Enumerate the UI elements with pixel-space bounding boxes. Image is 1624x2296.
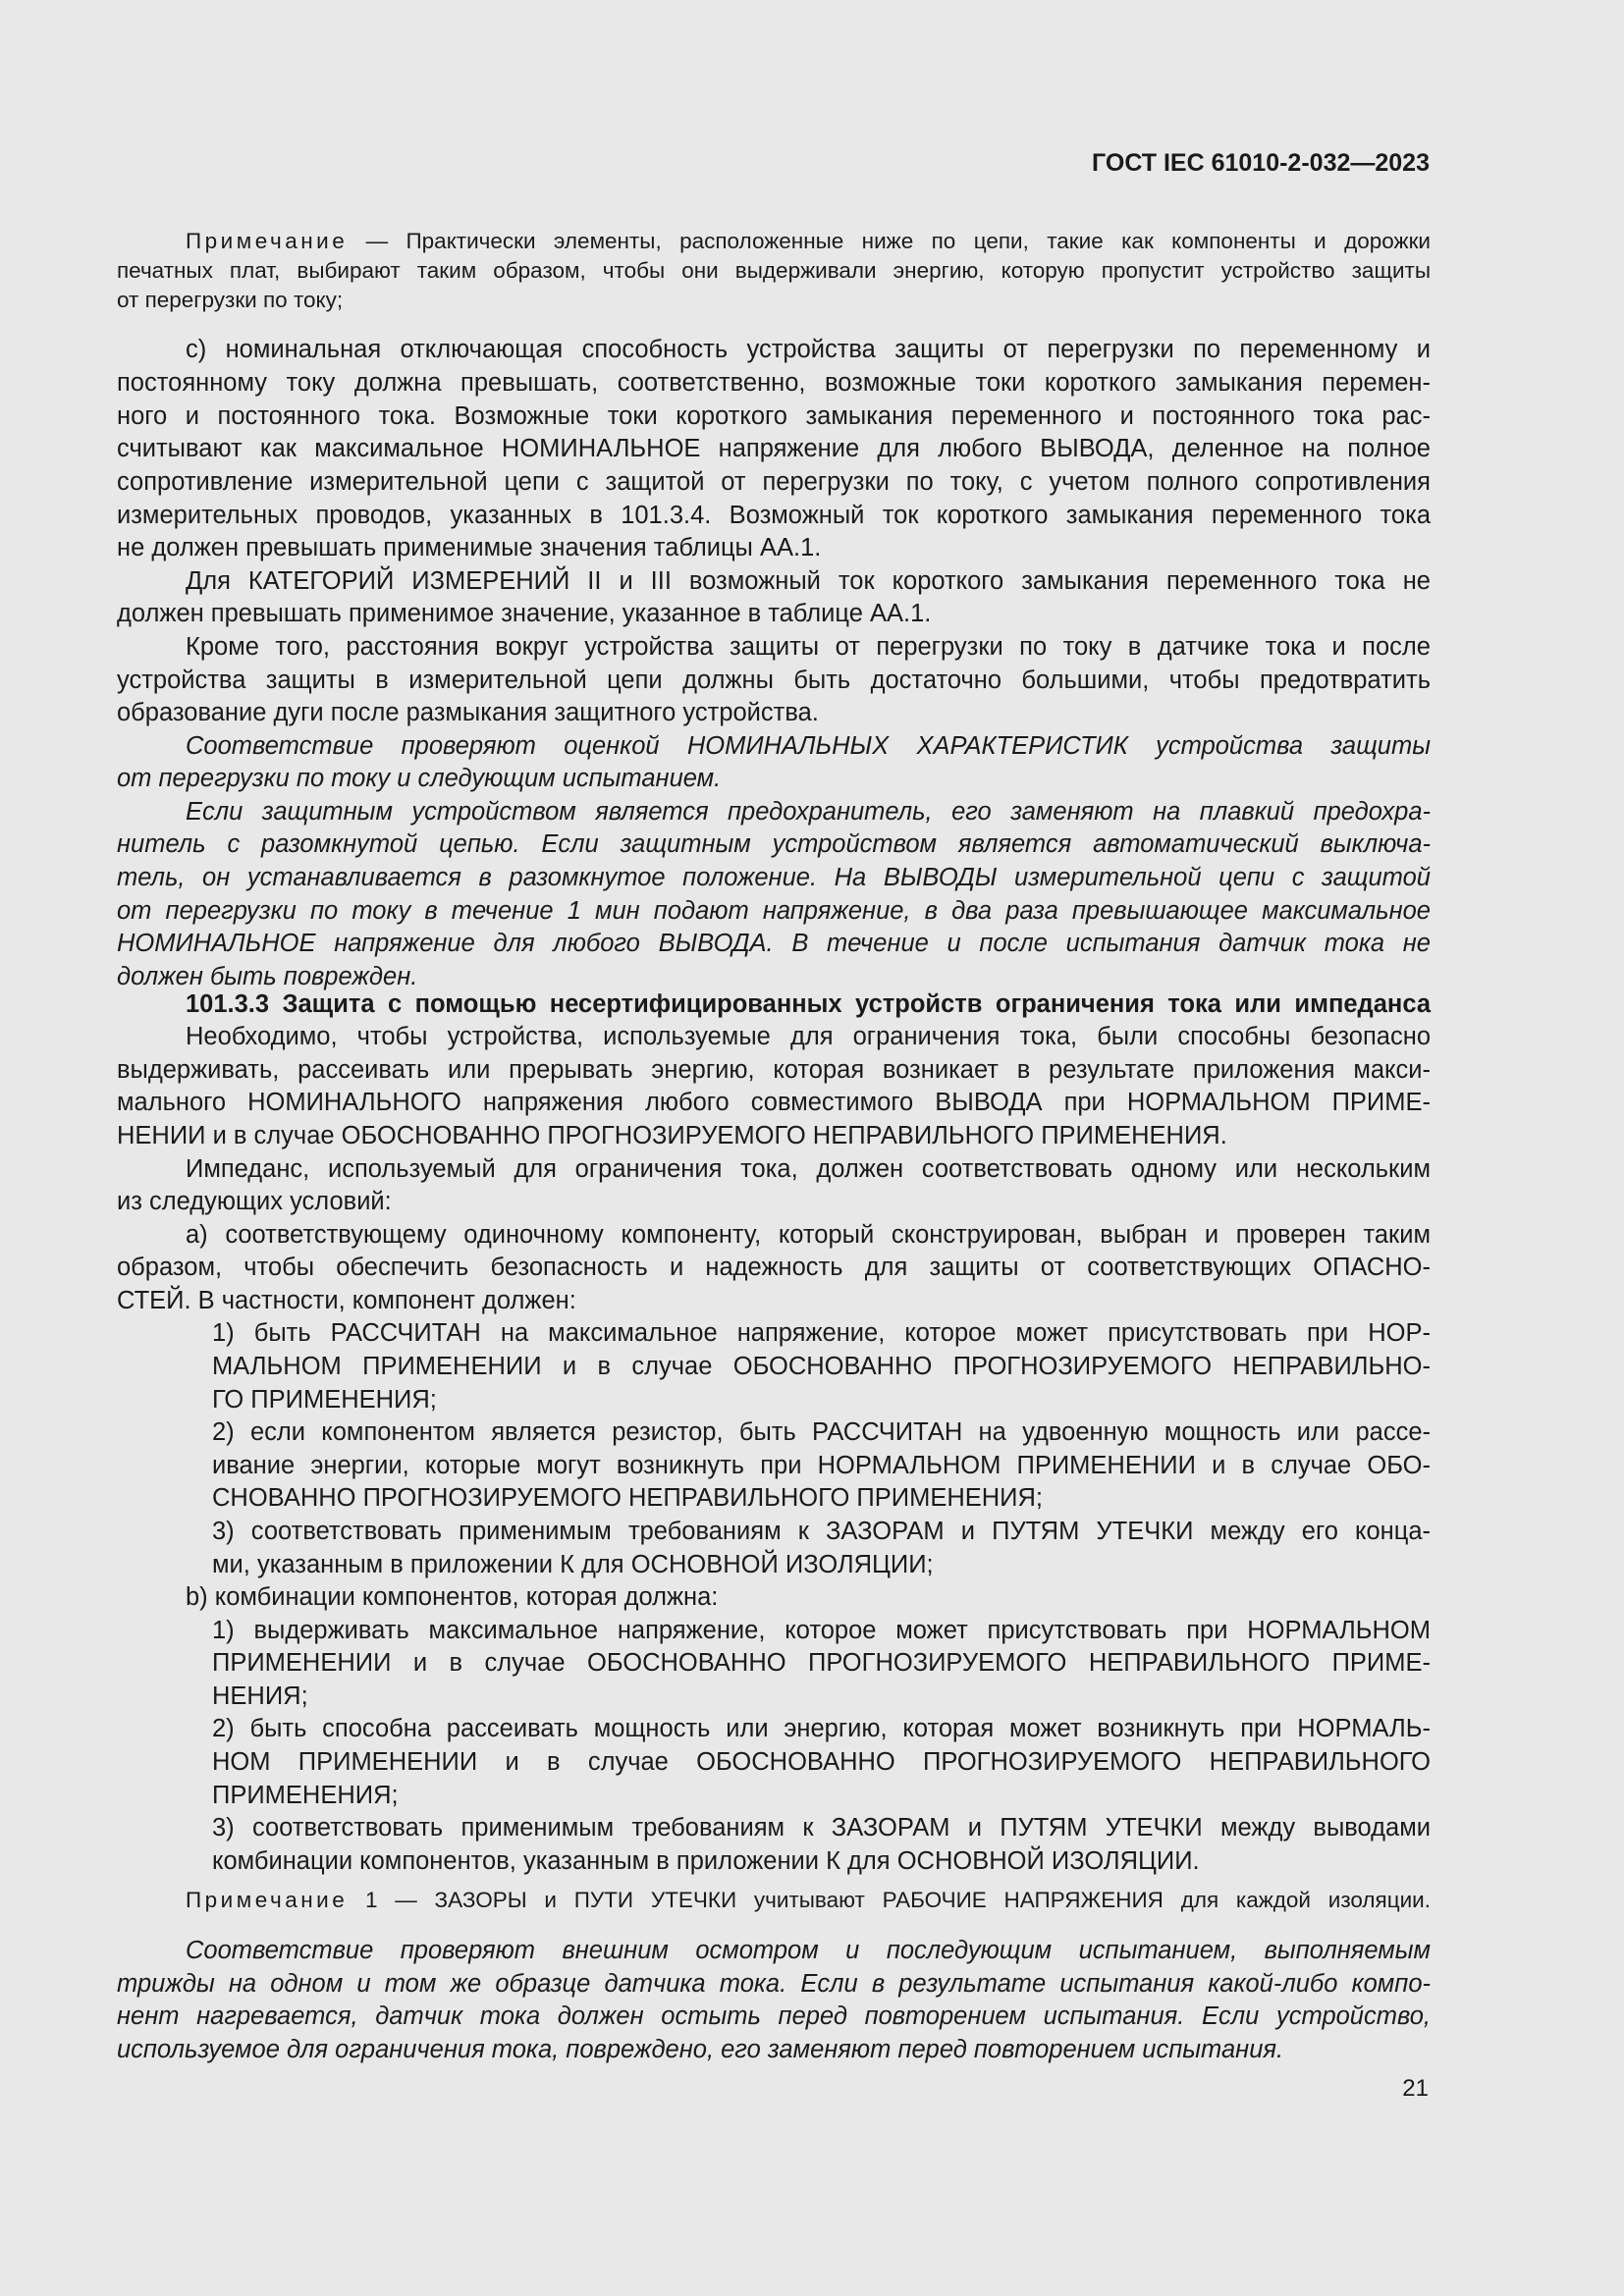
item-b2-line: НОМ ПРИМЕНЕНИИ и в случае ОБОСНОВАННО ПРОГНОЗИРУЕМОГО НЕПРАВИЛЬНОГО bbox=[212, 1748, 1431, 1776]
section-heading-101-3-3: 101.3.3 Защита с помощью несертифицированных устройств ограничения тока или импеданса bbox=[186, 990, 1431, 1018]
item-b1-line: 1) выдерживать максимальное напряжение, которое может присутствовать при НОРМАЛЬНОМ bbox=[212, 1617, 1431, 1644]
compliance2-line: нент нагревается, датчик тока должен остыть перед повторением испытания. Если устройство, bbox=[117, 2002, 1431, 2030]
note1-text: — Практически элементы, расположенные ниже по цепи, такие как компоненты и дорожки bbox=[348, 229, 1431, 253]
compliance2-line: используемое для ограничения тока, повреждено, его заменяют перед повторением испытания. bbox=[117, 2036, 1284, 2063]
para-distances-line: образование дуги после размыкания защитного устройства. bbox=[117, 699, 819, 726]
note2-text: 1 — ЗАЗОРЫ и ПУТИ УТЕЧКИ учитывают РАБОЧИЕ НАПРЯЖЕНИЯ для каждой изоляции. bbox=[348, 1888, 1431, 1912]
item-a-line: СТЕЙ. В частности, компонент должен: bbox=[117, 1287, 576, 1314]
para-distances-line: Кроме того, расстояния вокруг устройства защиты от перегрузки по току в датчике тока и после bbox=[186, 633, 1431, 661]
item-b2-line: 2) быть способна рассеивать мощность или энергию, которая может возникнуть при НОРМАЛЬ- bbox=[212, 1715, 1431, 1742]
item-a2-line: СНОВАННО ПРОГНОЗИРУЕМОГО НЕПРАВИЛЬНОГО ПРИМЕНЕНИЯ; bbox=[212, 1484, 1044, 1512]
para-impedance-line: Импеданс, используемый для ограничения тока, должен соответствовать одному или нескольким bbox=[186, 1155, 1431, 1183]
item-a1-line: ГО ПРИМЕНЕНИЯ; bbox=[212, 1386, 437, 1414]
item-b3-line: комбинации компонентов, указанным в приложении К для ОСНОВНОЙ ИЗОЛЯЦИИ. bbox=[212, 1847, 1200, 1875]
item-a-line: образом, чтобы обеспечить безопасность и надежность для защиты от соответствующих ОПАСНО- bbox=[117, 1254, 1431, 1281]
compliance2-line: Соответствие проверяют внешним осмотром и последующим испытанием, выполняемым bbox=[186, 1937, 1431, 1964]
item-b-line: b) комбинации компонентов, которая должна: bbox=[186, 1583, 719, 1611]
para-c-line: измерительных проводов, указанных в 101.3.4. Возможный ток короткого замыкания переменного тока bbox=[117, 502, 1431, 529]
item-a1-line: МАЛЬНОМ ПРИМЕНЕНИИ и в случае ОБОСНОВАННО ПРОГНОЗИРУЕМОГО НЕПРАВИЛЬНО- bbox=[212, 1353, 1431, 1380]
note2-line bbox=[186, 1886, 1431, 1915]
para-need-line: Необходимо, чтобы устройства, используемые для ограничения тока, были способны безопасно bbox=[186, 1023, 1431, 1050]
item-a3-line: ми, указанным в приложении К для ОСНОВНОЙ ИЗОЛЯЦИИ; bbox=[212, 1551, 934, 1578]
test-para-line: тель, он устанавливается в разомкнутое положение. На ВЫВОДЫ измерительной цепи с защитой bbox=[117, 864, 1431, 891]
item-b3-line: 3) соответствовать применимым требованиям к ЗАЗОРАМ и ПУТЯМ УТЕЧКИ между выводами bbox=[212, 1814, 1431, 1842]
item-a1-line: 1) быть РАССЧИТАН на максимальное напряжение, которое может присутствовать при НОР- bbox=[212, 1319, 1431, 1347]
test-para-line: Если защитным устройством является предохранитель, его заменяют на плавкий предохра- bbox=[186, 798, 1431, 826]
note1-line-2: печатных плат, выбирают таким образом, чтобы они выдерживали энергию, которую пропустит устройство защиты bbox=[117, 258, 1431, 283]
note1-line-1 bbox=[186, 227, 1431, 256]
document-id-header: ГОСТ IEC 61010-2-032—2023 bbox=[1092, 149, 1430, 177]
compliance2-line: трижды на одном и том же образце датчика тока. Если в результате испытания какой-либо компо- bbox=[117, 1970, 1431, 1998]
para-distances-line: устройства защиты в измерительной цепи должны быть достаточно большими, чтобы предотвратить bbox=[117, 667, 1431, 694]
test-para-line: нитель с разомкнутой цепью. Если защитным устройством является автоматический выключа- bbox=[117, 830, 1431, 858]
item-b1-line: НЕНИЯ; bbox=[212, 1682, 308, 1710]
item-a3-line: 3) соответствовать применимым требованиям к ЗАЗОРАМ и ПУТЯМ УТЕЧКИ между его конца- bbox=[212, 1518, 1431, 1545]
para-c-line: сопротивление измерительной цепи с защитой от перегрузки по току, с учетом полного сопротивления bbox=[117, 468, 1431, 496]
item-a2-line: 2) если компонентом является резистор, быть РАССЧИТАН на удвоенную мощность или рассе- bbox=[212, 1418, 1431, 1446]
item-b2-line: ПРИМЕНЕНИЯ; bbox=[212, 1782, 399, 1809]
test-para-line: должен быть поврежден. bbox=[117, 963, 418, 990]
para-impedance-line: из следующих условий: bbox=[117, 1188, 392, 1215]
item-a2-line: ивание энергии, которые могут возникнуть при НОРМАЛЬНОМ ПРИМЕНЕНИИ и в случае ОБО- bbox=[212, 1452, 1431, 1479]
item-b1-line: ПРИМЕНЕНИИ и в случае ОБОСНОВАННО ПРОГНОЗИРУЕМОГО НЕПРАВИЛЬНОГО ПРИМЕ- bbox=[212, 1649, 1431, 1677]
para-c-line: считывают как максимальное НОМИНАЛЬНОЕ напряжение для любого ВЫВОДА, деленное на полное bbox=[117, 435, 1431, 462]
para-c-line: постоянному току должна превышать, соответственно, возможные токи короткого замыкания перемен- bbox=[117, 369, 1431, 397]
note1-label: Примечание bbox=[186, 229, 349, 253]
para-c-line: не должен превышать применимые значения таблицы АА.1. bbox=[117, 534, 822, 561]
para-c-line: с) номинальная отключающая способность устройства защиты от перегрузки по переменному и bbox=[186, 336, 1431, 363]
para-need-line: НЕНИИ и в случае ОБОСНОВАННО ПРОГНОЗИРУЕМОГО НЕПРАВИЛЬНОГО ПРИМЕНЕНИЯ. bbox=[117, 1122, 1227, 1149]
note2-label: Примечание bbox=[186, 1888, 349, 1912]
para-categories-line: должен превышать применимое значение, указанное в таблице АА.1. bbox=[117, 600, 932, 627]
para-need-line: выдерживать, рассеивать или прерывать энергию, которая возникает в результате приложения макси- bbox=[117, 1056, 1431, 1084]
para-c-line: ного и постоянного тока. Возможные токи короткого замыкания переменного и постоянного тока рас- bbox=[117, 402, 1431, 430]
test-para-line: НОМИНАЛЬНОЕ напряжение для любого ВЫВОДА. В течение и после испытания датчик тока не bbox=[117, 930, 1431, 957]
para-need-line: мального НОМИНАЛЬНОГО напряжения любого совместимого ВЫВОДА при НОРМАЛЬНОМ ПРИМЕ- bbox=[117, 1089, 1431, 1116]
compliance1-line: от перегрузки по току и следующим испытанием. bbox=[117, 765, 722, 792]
note1-line-3: от перегрузки по току; bbox=[117, 288, 344, 312]
page-number: 21 bbox=[1402, 2075, 1429, 2102]
test-para-line: от перегрузки по току в течение 1 мин подают напряжение, в два раза превышающее максимальное bbox=[117, 897, 1431, 925]
compliance1-line: Соответствие проверяют оценкой НОМИНАЛЬНЫХ ХАРАКТЕРИСТИК устройства защиты bbox=[186, 732, 1431, 760]
para-categories-line: Для КАТЕГОРИЙ ИЗМЕРЕНИЙ II и III возможный ток короткого замыкания переменного тока не bbox=[186, 567, 1431, 595]
item-a-line: а) соответствующему одиночному компоненту, который сконструирован, выбран и проверен таким bbox=[186, 1221, 1431, 1249]
